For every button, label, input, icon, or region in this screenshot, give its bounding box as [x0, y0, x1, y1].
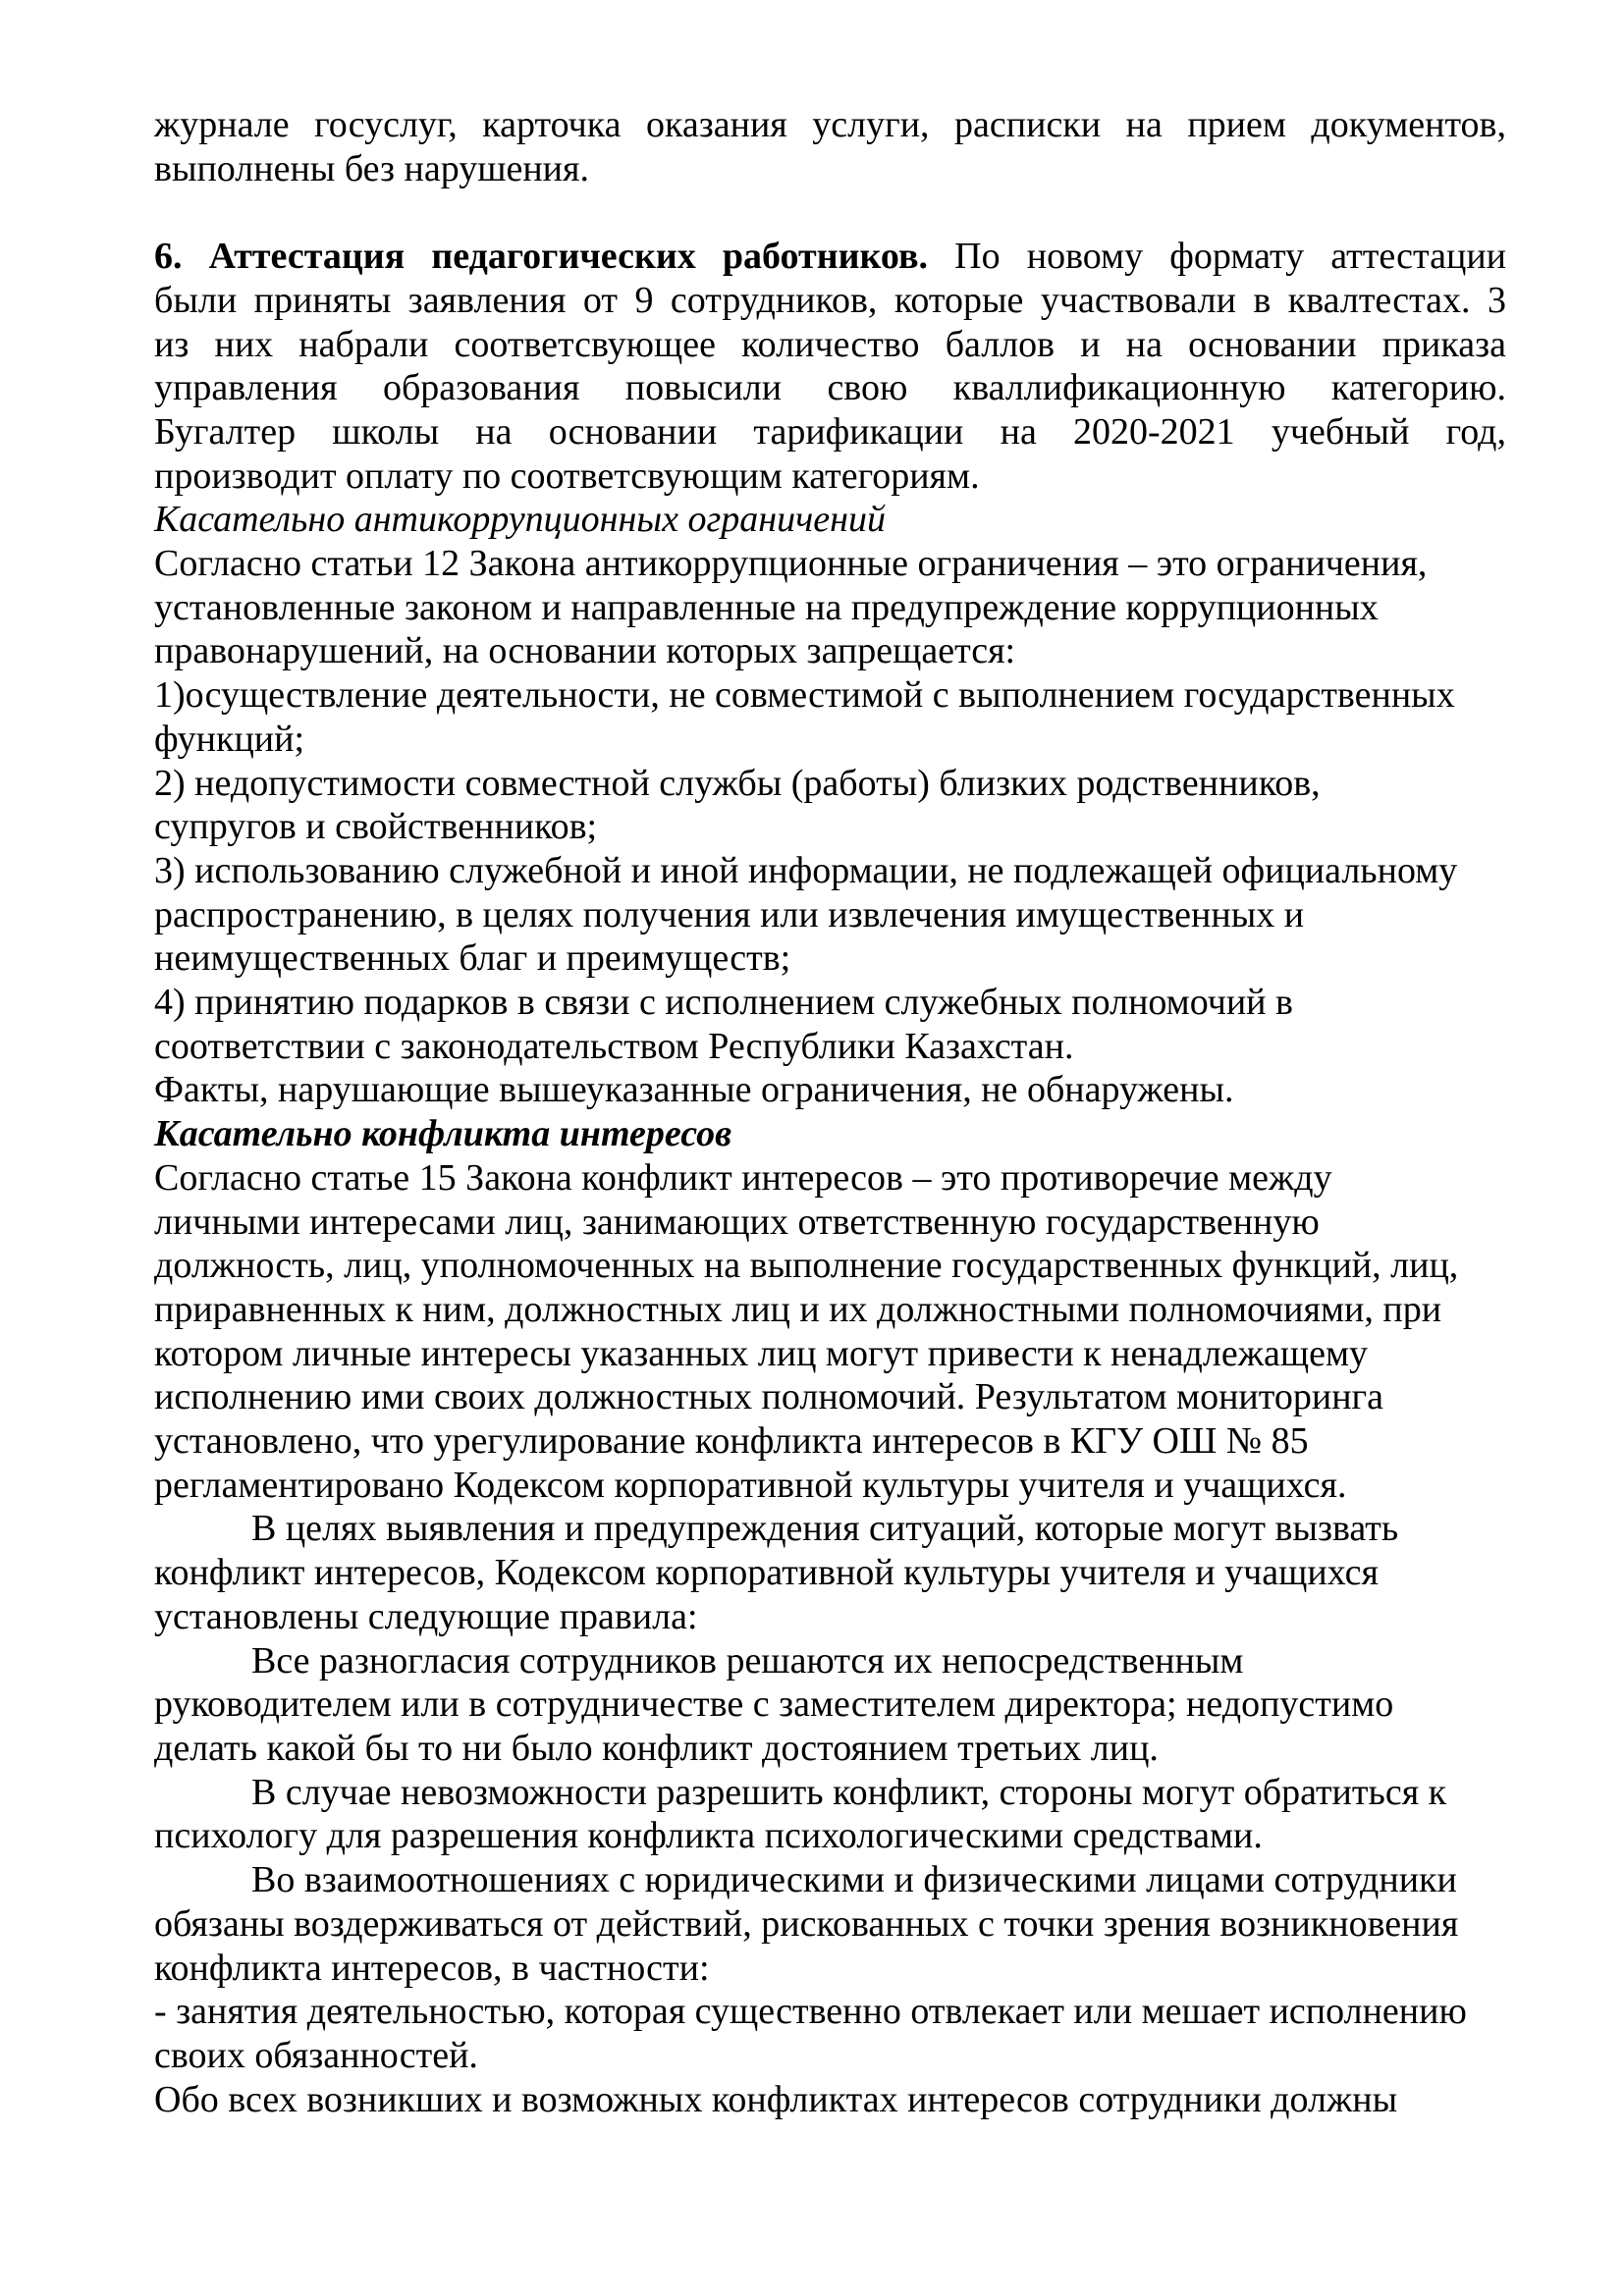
text-run: Все разногласия сотрудников решаются их непосредственным	[251, 1639, 1244, 1682]
text-line	[154, 147, 1506, 191]
text-line	[154, 1682, 1506, 1727]
text-run: соответствии с законодательством Республики Казахстан.	[154, 1025, 1074, 1067]
document-page	[154, 103, 1506, 2121]
text-line	[154, 1507, 1506, 1551]
text-run: 3) использованию служебной и иной информации, не подлежащей официальному	[154, 849, 1458, 891]
text-run: личными интересами лиц, занимающих ответственную государственную	[154, 1201, 1320, 1243]
text-run: В целях выявления и предупреждения ситуаций, которые могут вызвать	[251, 1508, 1399, 1550]
text-run: выполнены без нарушения.	[154, 147, 589, 189]
text-run: супругов и свойственников;	[154, 806, 598, 848]
text-line	[154, 1201, 1506, 1245]
text-line	[154, 805, 1506, 849]
text-run: - занятия деятельностью, которая существенно отвлекает или мешает исполнению	[154, 1991, 1467, 2033]
text-run: правонарушений, на основании которых запрещается:	[154, 630, 1016, 672]
text-line	[154, 1814, 1506, 1858]
text-line	[154, 366, 1506, 410]
text-line	[154, 2078, 1506, 2122]
text-run: исполнению ими своих должностных полномочий. Результатом мониторинга	[154, 1376, 1383, 1418]
text-run: распространению, в целях получения или извлечения имущественных и	[154, 893, 1305, 935]
paragraph	[154, 1156, 1506, 2121]
text-run: обязаны воздерживаться от действий, рискованных с точки зрения возникновения	[154, 1902, 1459, 1945]
text-line	[154, 849, 1506, 893]
text-run: Касательно конфликта интересов	[154, 1113, 732, 1155]
text-line	[154, 1332, 1506, 1376]
blank-line	[154, 190, 1506, 235]
text-run: 4) принятию подарков в связи с исполнением служебных полномочий в	[154, 982, 1293, 1024]
text-line	[154, 2034, 1506, 2078]
text-run: руководителем или в сотрудничестве с заместителем директора; недопустимо	[154, 1683, 1394, 1726]
text-run: были приняты заявления от 9 сотрудников, которые участвовали в квалтестах. 3	[154, 279, 1506, 321]
text-line	[154, 1375, 1506, 1419]
text-run: управления образования повысили свою кваллификационную категорию.	[154, 367, 1506, 409]
text-run: приравненных к ним, должностных лиц и их должностными полномочиями, при	[154, 1288, 1442, 1330]
text-line	[154, 103, 1506, 147]
paragraph	[154, 542, 1506, 1112]
text-run: должность, лиц, уполномоченных на выполнение государственных функций, лиц,	[154, 1245, 1459, 1287]
text-run: установленные законом и направленные на предупреждение коррупционных	[154, 586, 1379, 628]
text-line	[154, 1902, 1506, 1947]
text-line	[154, 1947, 1506, 1991]
section-heading	[154, 1112, 1506, 1156]
text-run: Бугалтер школы на основании тарификации на 2020-2021 учебный год,	[154, 410, 1506, 453]
text-run: Во взаимоотношениях с юридическими и физическими лицами сотрудники	[251, 1859, 1457, 1901]
text-run: котором личные интересы указанных лиц могут привести к ненадлежащему	[154, 1332, 1369, 1374]
text-run: производит оплату по соответсвующим категориям.	[154, 454, 980, 497]
text-run: регламентировано Кодексом корпоративной культуры учителя и учащихся.	[154, 1464, 1347, 1506]
text-run: Согласно статье 15 Закона конфликт интересов – это противоречие между	[154, 1156, 1332, 1199]
text-run: конфликта интересов, в частности:	[154, 1947, 710, 1989]
text-line	[154, 936, 1506, 981]
document-body	[154, 103, 1506, 2121]
text-run: неимущественных благ и преимуществ;	[154, 937, 791, 980]
text-line	[154, 893, 1506, 937]
text-line	[154, 1858, 1506, 1902]
text-run: Согласно статьи 12 Закона антикоррупционные ограничения – это ограничения,	[154, 543, 1428, 585]
text-run: журнале госуслуг, карточка оказания услуги, расписки на прием документов,	[154, 104, 1506, 145]
text-line	[154, 718, 1506, 762]
text-line	[154, 981, 1506, 1025]
text-line	[154, 1419, 1506, 1464]
text-line	[154, 586, 1506, 630]
text-run: По новому формату аттестации	[927, 236, 1506, 278]
paragraph	[154, 235, 1506, 498]
text-run: Касательно антикоррупционных ограничений	[154, 499, 887, 541]
section-heading	[154, 498, 1506, 542]
text-line	[154, 542, 1506, 586]
paragraph	[154, 103, 1506, 190]
text-run: 1)осуществление деятельности, не совместимой с выполнением государственных	[154, 674, 1455, 717]
text-run: В случае невозможности разрешить конфликт, стороны могут обратиться к	[251, 1771, 1447, 1813]
text-run: из них набрали соответсвующее количество баллов и на основании приказа	[154, 323, 1506, 365]
text-line	[154, 762, 1506, 806]
text-line	[154, 1464, 1506, 1508]
text-run: установлено, что урегулирование конфликта интересов в КГУ ОШ № 85	[154, 1420, 1309, 1463]
text-run: Обо всех возникших и возможных конфликтах интересов сотрудники должны	[154, 2078, 1398, 2120]
text-run: 2) недопустимости совместной службы (работы) близких родственников,	[154, 762, 1321, 804]
text-line	[154, 410, 1506, 454]
bold-text-run: 6. Аттестация педагогических работников.	[154, 236, 928, 278]
text-line	[154, 1068, 1506, 1112]
text-run: психологу для разрешения конфликта психологическими средствами.	[154, 1815, 1263, 1857]
text-line	[154, 1025, 1506, 1069]
text-line	[154, 1639, 1506, 1683]
text-line	[154, 629, 1506, 673]
text-line	[154, 323, 1506, 367]
text-line	[154, 279, 1506, 323]
text-line	[154, 1771, 1506, 1815]
text-line	[154, 1727, 1506, 1771]
text-run: Факты, нарушающие вышеуказанные ограничения, не обнаружены.	[154, 1069, 1234, 1111]
text-run: функций;	[154, 718, 305, 760]
text-line	[154, 673, 1506, 718]
text-line	[154, 235, 1506, 279]
text-run: установлены следующие правила:	[154, 1595, 698, 1637]
text-line	[154, 498, 1506, 542]
text-line	[154, 1595, 1506, 1639]
text-line	[154, 1156, 1506, 1201]
text-run: своих обязанностей.	[154, 2034, 478, 2076]
text-line	[154, 1288, 1506, 1332]
text-run: делать какой бы то ни было конфликт достоянием третьих лиц.	[154, 1728, 1159, 1769]
text-line	[154, 1244, 1506, 1288]
text-line	[154, 1551, 1506, 1595]
text-line	[154, 1990, 1506, 2034]
text-run: конфликт интересов, Кодексом корпоративной культуры учителя и учащихся	[154, 1552, 1380, 1594]
text-line	[154, 454, 1506, 499]
text-line	[154, 1112, 1506, 1156]
